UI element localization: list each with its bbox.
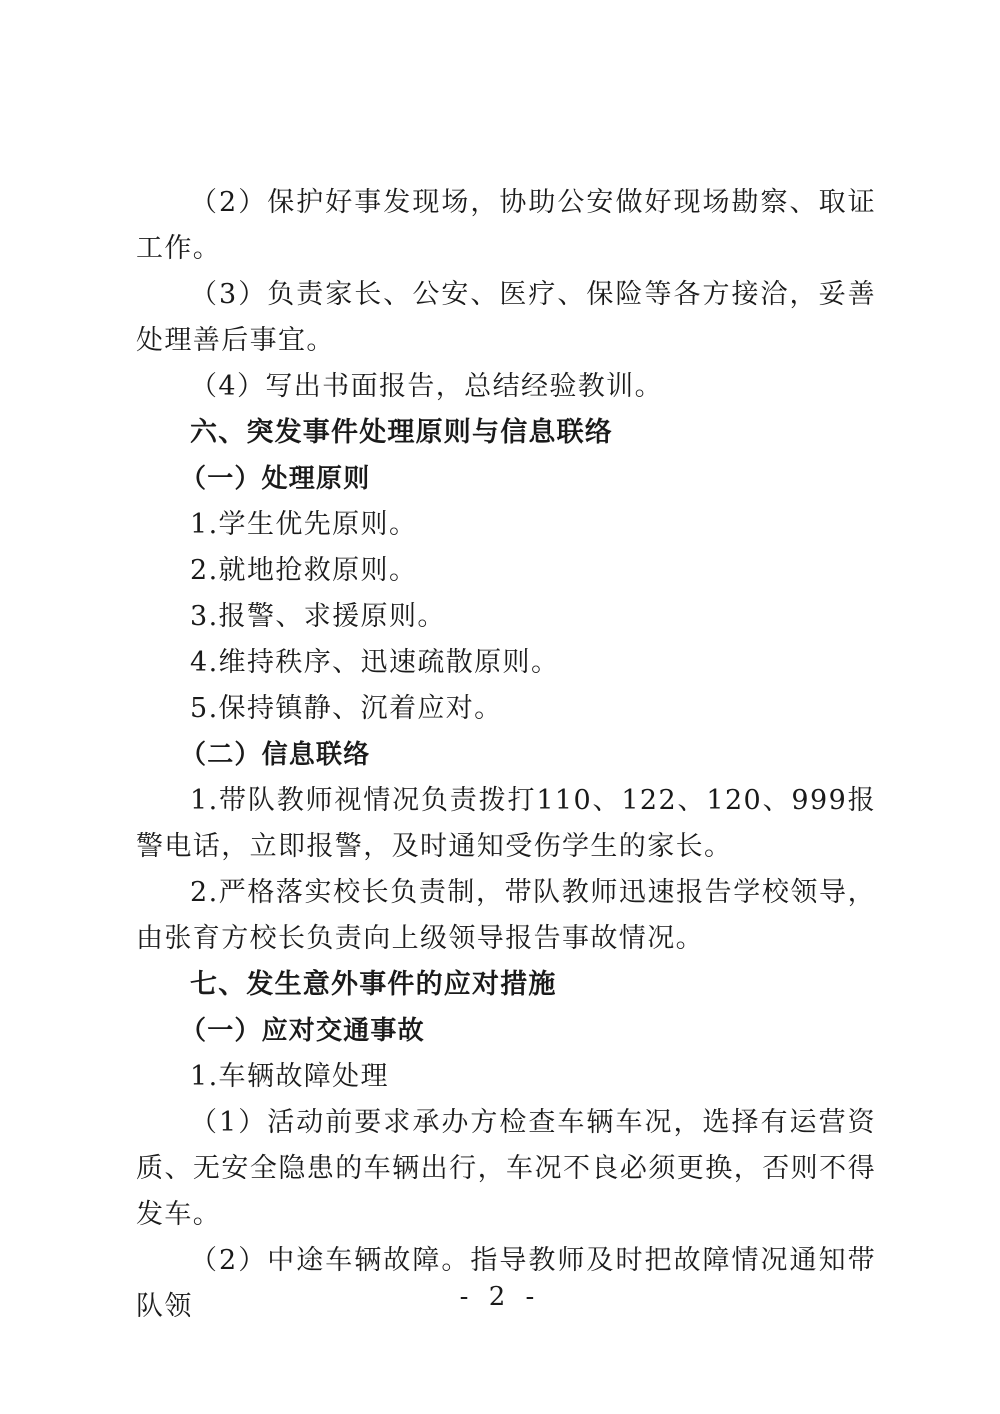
section-heading-6: 六、突发事件处理原则与信息联络 — [190, 417, 613, 448]
principle-item-1: 1.学生优先原则。 — [190, 509, 418, 540]
principle-item-5: 5.保持镇静、沉着应对。 — [190, 693, 503, 724]
principle-item-2: 2.就地抢救原则。 — [190, 555, 418, 586]
document-body — [136, 180, 876, 1330]
section-heading-7: 七、发生意外事件的应对措施 — [190, 969, 557, 1000]
traffic-subitem-2: （2）中途车辆故障。指导教师及时把故障情况通知带队领 — [136, 1245, 876, 1322]
paragraph-written-report: （4）写出书面报告，总结经验教训。 — [190, 371, 663, 402]
paragraph-protect-scene: （2）保护好事发现场，协助公安做好现场勘察、取证工作。 — [136, 187, 876, 264]
page-number: - 2 - — [459, 1282, 541, 1312]
principle-item-4: 4.维持秩序、迅速疏散原则。 — [190, 647, 560, 678]
subsection-heading-contact: （二）信息联络 — [180, 740, 371, 770]
principle-item-3: 3.报警、求援原则。 — [190, 601, 446, 632]
subsection-heading-traffic: （一）应对交通事故 — [180, 1016, 425, 1046]
contact-item-2: 2.严格落实校长负责制，带队教师迅速报告学校领导，由张育方校长负责向上级领导报告事故情况。 — [136, 877, 876, 954]
traffic-item-1: 1.车辆故障处理 — [190, 1061, 389, 1092]
contact-item-1: 1.带队教师视情况负责拨打110、122、120、999报警电话，立即报警，及时通知受伤学生的家长。 — [136, 785, 876, 862]
paragraph-liaise-parties: （3）负责家长、公安、医疗、保险等各方接洽，妥善处理善后事宜。 — [136, 279, 876, 356]
subsection-heading-principles: （一）处理原则 — [180, 464, 371, 494]
traffic-subitem-1: （1）活动前要求承办方检查车辆车况，选择有运营资质、无安全隐患的车辆出行，车况不良必须更换，否则不得发车。 — [136, 1107, 876, 1230]
